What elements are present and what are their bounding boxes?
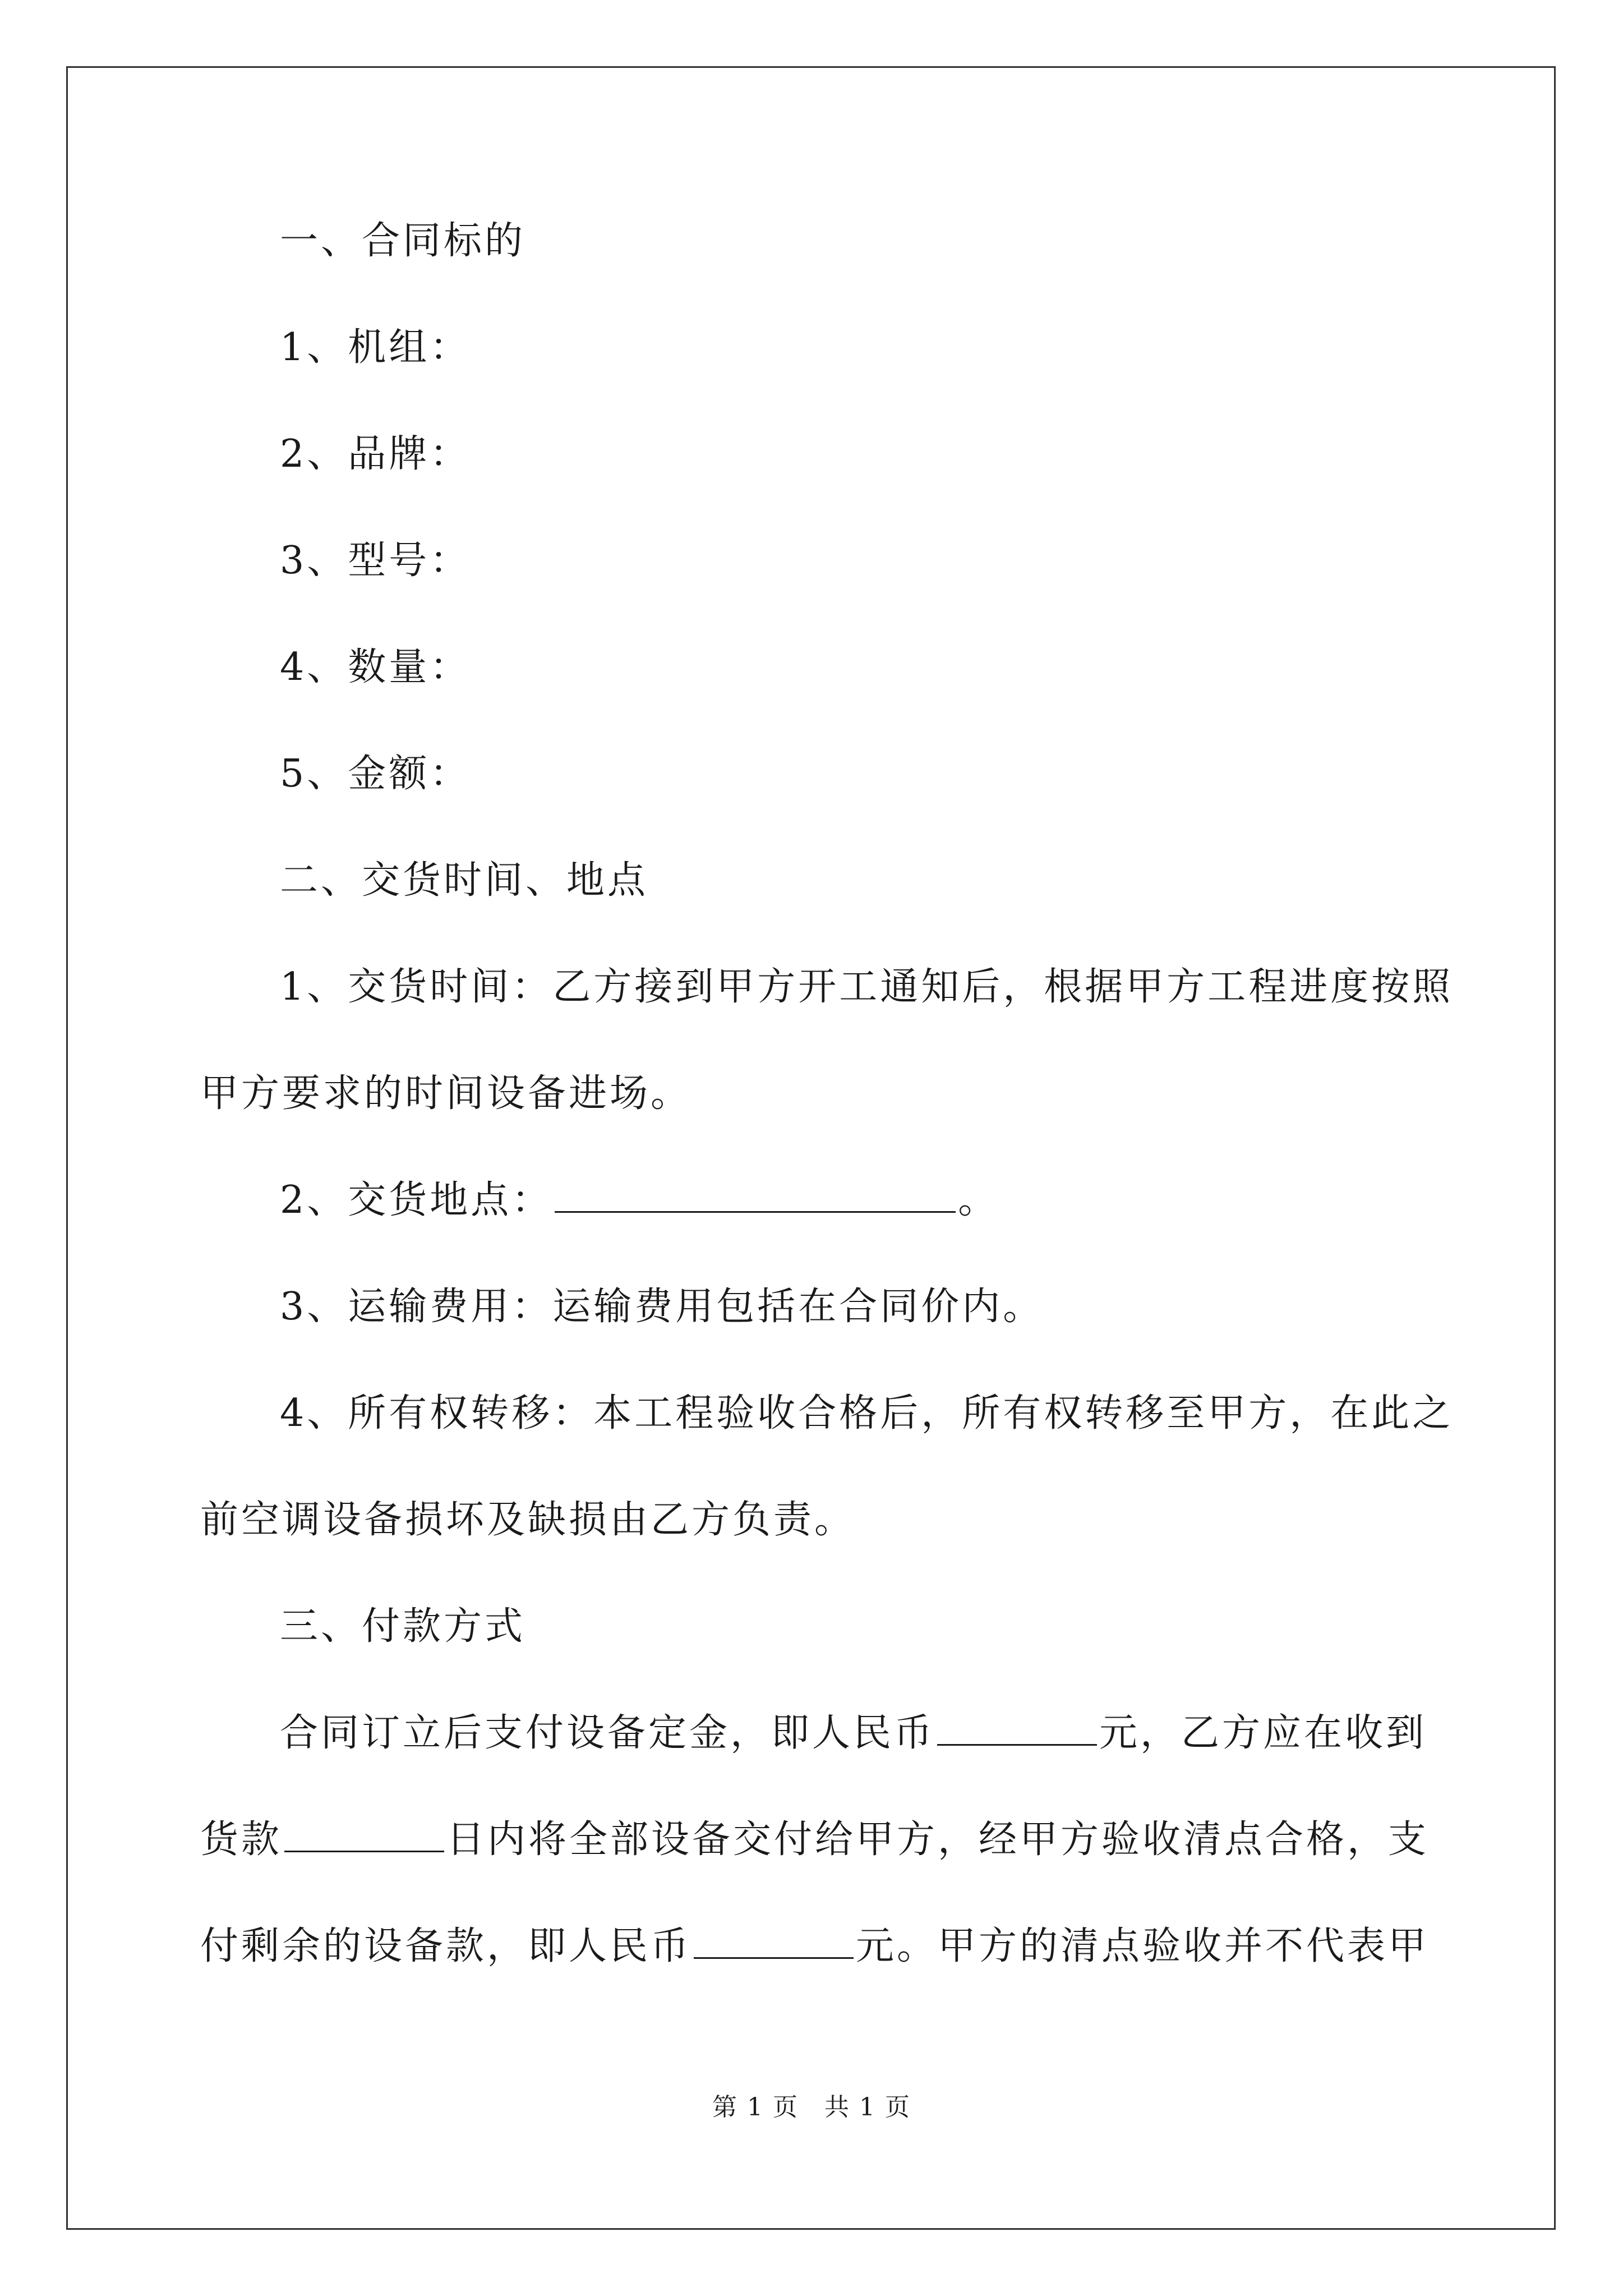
delivery-place-blank: [555, 1177, 956, 1213]
item-brand: 2、品牌：: [280, 432, 471, 476]
payment-line-3: [200, 1918, 1428, 2025]
section-heading-contract-subject: 一、合同标的: [280, 219, 526, 263]
payment-line-3-start: 付剩余的设备款，即人民币: [200, 1924, 692, 1968]
delivery-place-end: 。: [958, 1178, 999, 1222]
item-amount: 5、金额：: [280, 752, 471, 796]
document-body: [200, 213, 1454, 2025]
ownership-line-1: 4、所有权转移：本工程验收合格后，所有权转移至甲方，在此之: [280, 1391, 1454, 1435]
delivery-place: [200, 1172, 1428, 1279]
transport-cost: 3、运输费用：运输费用包括在合同价内。: [280, 1285, 1044, 1329]
payment-line-3-end: 元。甲方的清点验收并不代表甲: [856, 1924, 1430, 1968]
item-quantity: 4、数量：: [280, 645, 471, 689]
delivery-days-blank: [284, 1817, 444, 1852]
page-number-footer: 第 1 页 共 1 页: [712, 2093, 911, 2122]
payment-line-1-end: 元，乙方应在收到: [1099, 1711, 1427, 1755]
ownership-line-2: 前空调设备损坏及缺损由乙方负责。: [200, 1498, 856, 1542]
delivery-time-line-1: 1、交货时间：乙方接到甲方开工通知后，根据甲方工程进度按照: [280, 965, 1454, 1009]
payment-line-2-start: 货款: [200, 1818, 283, 1862]
delivery-time-line-2: 甲方要求的时间设备进场。: [200, 1071, 692, 1116]
section-heading-delivery: 二、交货时间、地点: [280, 858, 649, 903]
payment-line-1-start: 合同订立后支付设备定金，即人民币: [280, 1711, 935, 1755]
deposit-amount-blank: [937, 1710, 1097, 1746]
item-unit: 1、机组：: [280, 325, 471, 370]
payment-line-1: [200, 1705, 1428, 1812]
balance-amount-blank: [694, 1924, 854, 1959]
item-model: 3、型号：: [280, 539, 471, 583]
delivery-place-label: 2、交货地点：: [280, 1178, 553, 1222]
payment-line-2: [200, 1812, 1428, 1918]
payment-line-2-end: 日内将全部设备交付给甲方，经甲方验收清点合格，支: [446, 1818, 1430, 1862]
section-heading-payment: 三、付款方式: [280, 1604, 526, 1649]
